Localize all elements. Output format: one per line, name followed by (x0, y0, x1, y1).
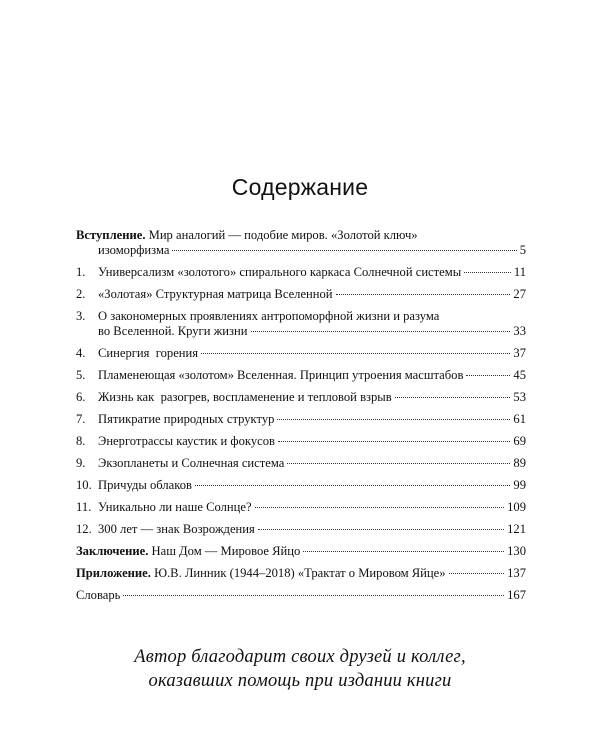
page-number: 5 (519, 243, 526, 257)
conclusion-title: Наш Дом — Мировое Яйцо (151, 544, 301, 558)
dot-leader (123, 595, 504, 596)
dot-leader (336, 294, 511, 295)
chapter-title: Экзопланеты и Солнечная система (98, 456, 285, 470)
intro-heading: Вступление. (76, 228, 146, 242)
page-title: Содержание (231, 174, 369, 200)
dot-leader (277, 419, 510, 420)
dot-leader (278, 441, 510, 442)
acknowledgement-line2: оказавших помощь при издании книги (148, 671, 452, 691)
toc-entry-chapter-8[interactable] (76, 434, 526, 456)
page-number: 121 (507, 522, 526, 536)
intro-title-line1: Мир аналогий — подобие миров. «Золотой ключ» (148, 228, 418, 242)
page-number: 137 (507, 566, 526, 580)
chapter-title: 300 лет — знак Возрождения (98, 522, 255, 536)
toc-entry-conclusion[interactable] (76, 544, 526, 566)
toc-entry-chapter-2[interactable] (76, 287, 526, 309)
chapter-number: 2. (76, 287, 86, 301)
page-number: 69 (513, 434, 526, 448)
toc-entry-chapter-11[interactable] (76, 500, 526, 522)
dot-leader (395, 397, 511, 398)
dot-leader (251, 331, 511, 332)
chapter-number: 8. (76, 434, 86, 448)
page-number: 130 (507, 544, 526, 558)
chapter-number: 4. (76, 346, 86, 360)
chapter-title-line2: во Вселенной. Круги жизни (98, 324, 248, 338)
chapter-number: 1. (76, 265, 86, 279)
dot-leader (287, 463, 510, 464)
page-number: 37 (513, 346, 526, 360)
conclusion-heading: Заключение. (76, 544, 149, 558)
chapter-title: Пламенеющая «золотом» Вселенная. Принцип утроения масштабов (98, 368, 464, 382)
chapter-number: 11. (76, 500, 92, 514)
acknowledgement-line1: Автор благодарит своих друзей и коллег, (134, 647, 466, 667)
toc-entry-chapter-7[interactable] (76, 412, 526, 434)
chapter-title: Причуды облаков (98, 478, 192, 492)
chapter-title: Жизнь как разогрев, воспламенение и тепловой взрыв (98, 390, 392, 404)
toc-entry-chapter-10[interactable] (76, 478, 526, 500)
toc-entry-chapter-9[interactable] (76, 456, 526, 478)
dot-leader (449, 573, 505, 574)
toc-entry-appendix[interactable] (76, 566, 526, 588)
chapter-title-line1: О закономерных проявлениях антропоморфной жизни и разума (98, 309, 440, 323)
page-number: 89 (513, 456, 526, 470)
page-number: 53 (513, 390, 526, 404)
chapter-title: Универсализм «золотого» спирального каркаса Солнечной системы (98, 265, 462, 279)
page-number: 109 (507, 500, 526, 514)
chapter-title: Уникально ли наше Солнце? (98, 500, 252, 514)
toc-entry-chapter-1[interactable] (76, 265, 526, 287)
toc-entry-chapter-5[interactable] (76, 368, 526, 390)
chapter-title: «Золотая» Структурная матрица Вселенной (98, 287, 333, 301)
toc-entry-intro[interactable] (76, 228, 526, 265)
dot-leader (464, 272, 511, 273)
page-number: 99 (513, 478, 526, 492)
toc-entry-chapter-3[interactable] (76, 309, 526, 346)
page-number: 61 (513, 412, 526, 426)
chapter-number: 6. (76, 390, 86, 404)
dot-leader (201, 353, 510, 354)
page-number: 33 (513, 324, 526, 338)
appendix-heading: Приложение. (76, 566, 151, 580)
toc-entry-chapter-6[interactable] (76, 390, 526, 412)
chapter-title: Энерготрассы каустик и фокусов (98, 434, 275, 448)
dot-leader (195, 485, 510, 486)
intro-title-line2: изоморфизма (98, 243, 170, 257)
dot-leader (258, 529, 504, 530)
toc-entry-glossary[interactable] (76, 588, 526, 610)
dot-leader (255, 507, 505, 508)
chapter-title: Синергия горения (98, 346, 199, 360)
chapter-number: 3. (76, 309, 86, 323)
page-number: 167 (507, 588, 526, 602)
page-number: 27 (513, 287, 526, 301)
page-number: 45 (513, 368, 526, 382)
appendix-title: Ю.В. Линник (1944–2018) «Трактат о Мировом Яйце» (154, 566, 446, 580)
chapter-number: 9. (76, 456, 86, 470)
dot-leader (303, 551, 504, 552)
toc-entry-chapter-4[interactable] (76, 346, 526, 368)
chapter-number: 7. (76, 412, 86, 426)
chapter-number: 10. (76, 478, 92, 492)
dot-leader (172, 250, 516, 251)
chapter-title: Пятикратие природных структур (98, 412, 275, 426)
page-number: 11 (513, 265, 526, 279)
chapter-number: 5. (76, 368, 86, 382)
chapter-number: 12. (76, 522, 92, 536)
acknowledgement (0, 645, 600, 693)
toc-entry-chapter-12[interactable] (76, 522, 526, 544)
glossary-title: Словарь (76, 588, 121, 602)
dot-leader (466, 375, 510, 376)
table-of-contents (76, 228, 526, 610)
